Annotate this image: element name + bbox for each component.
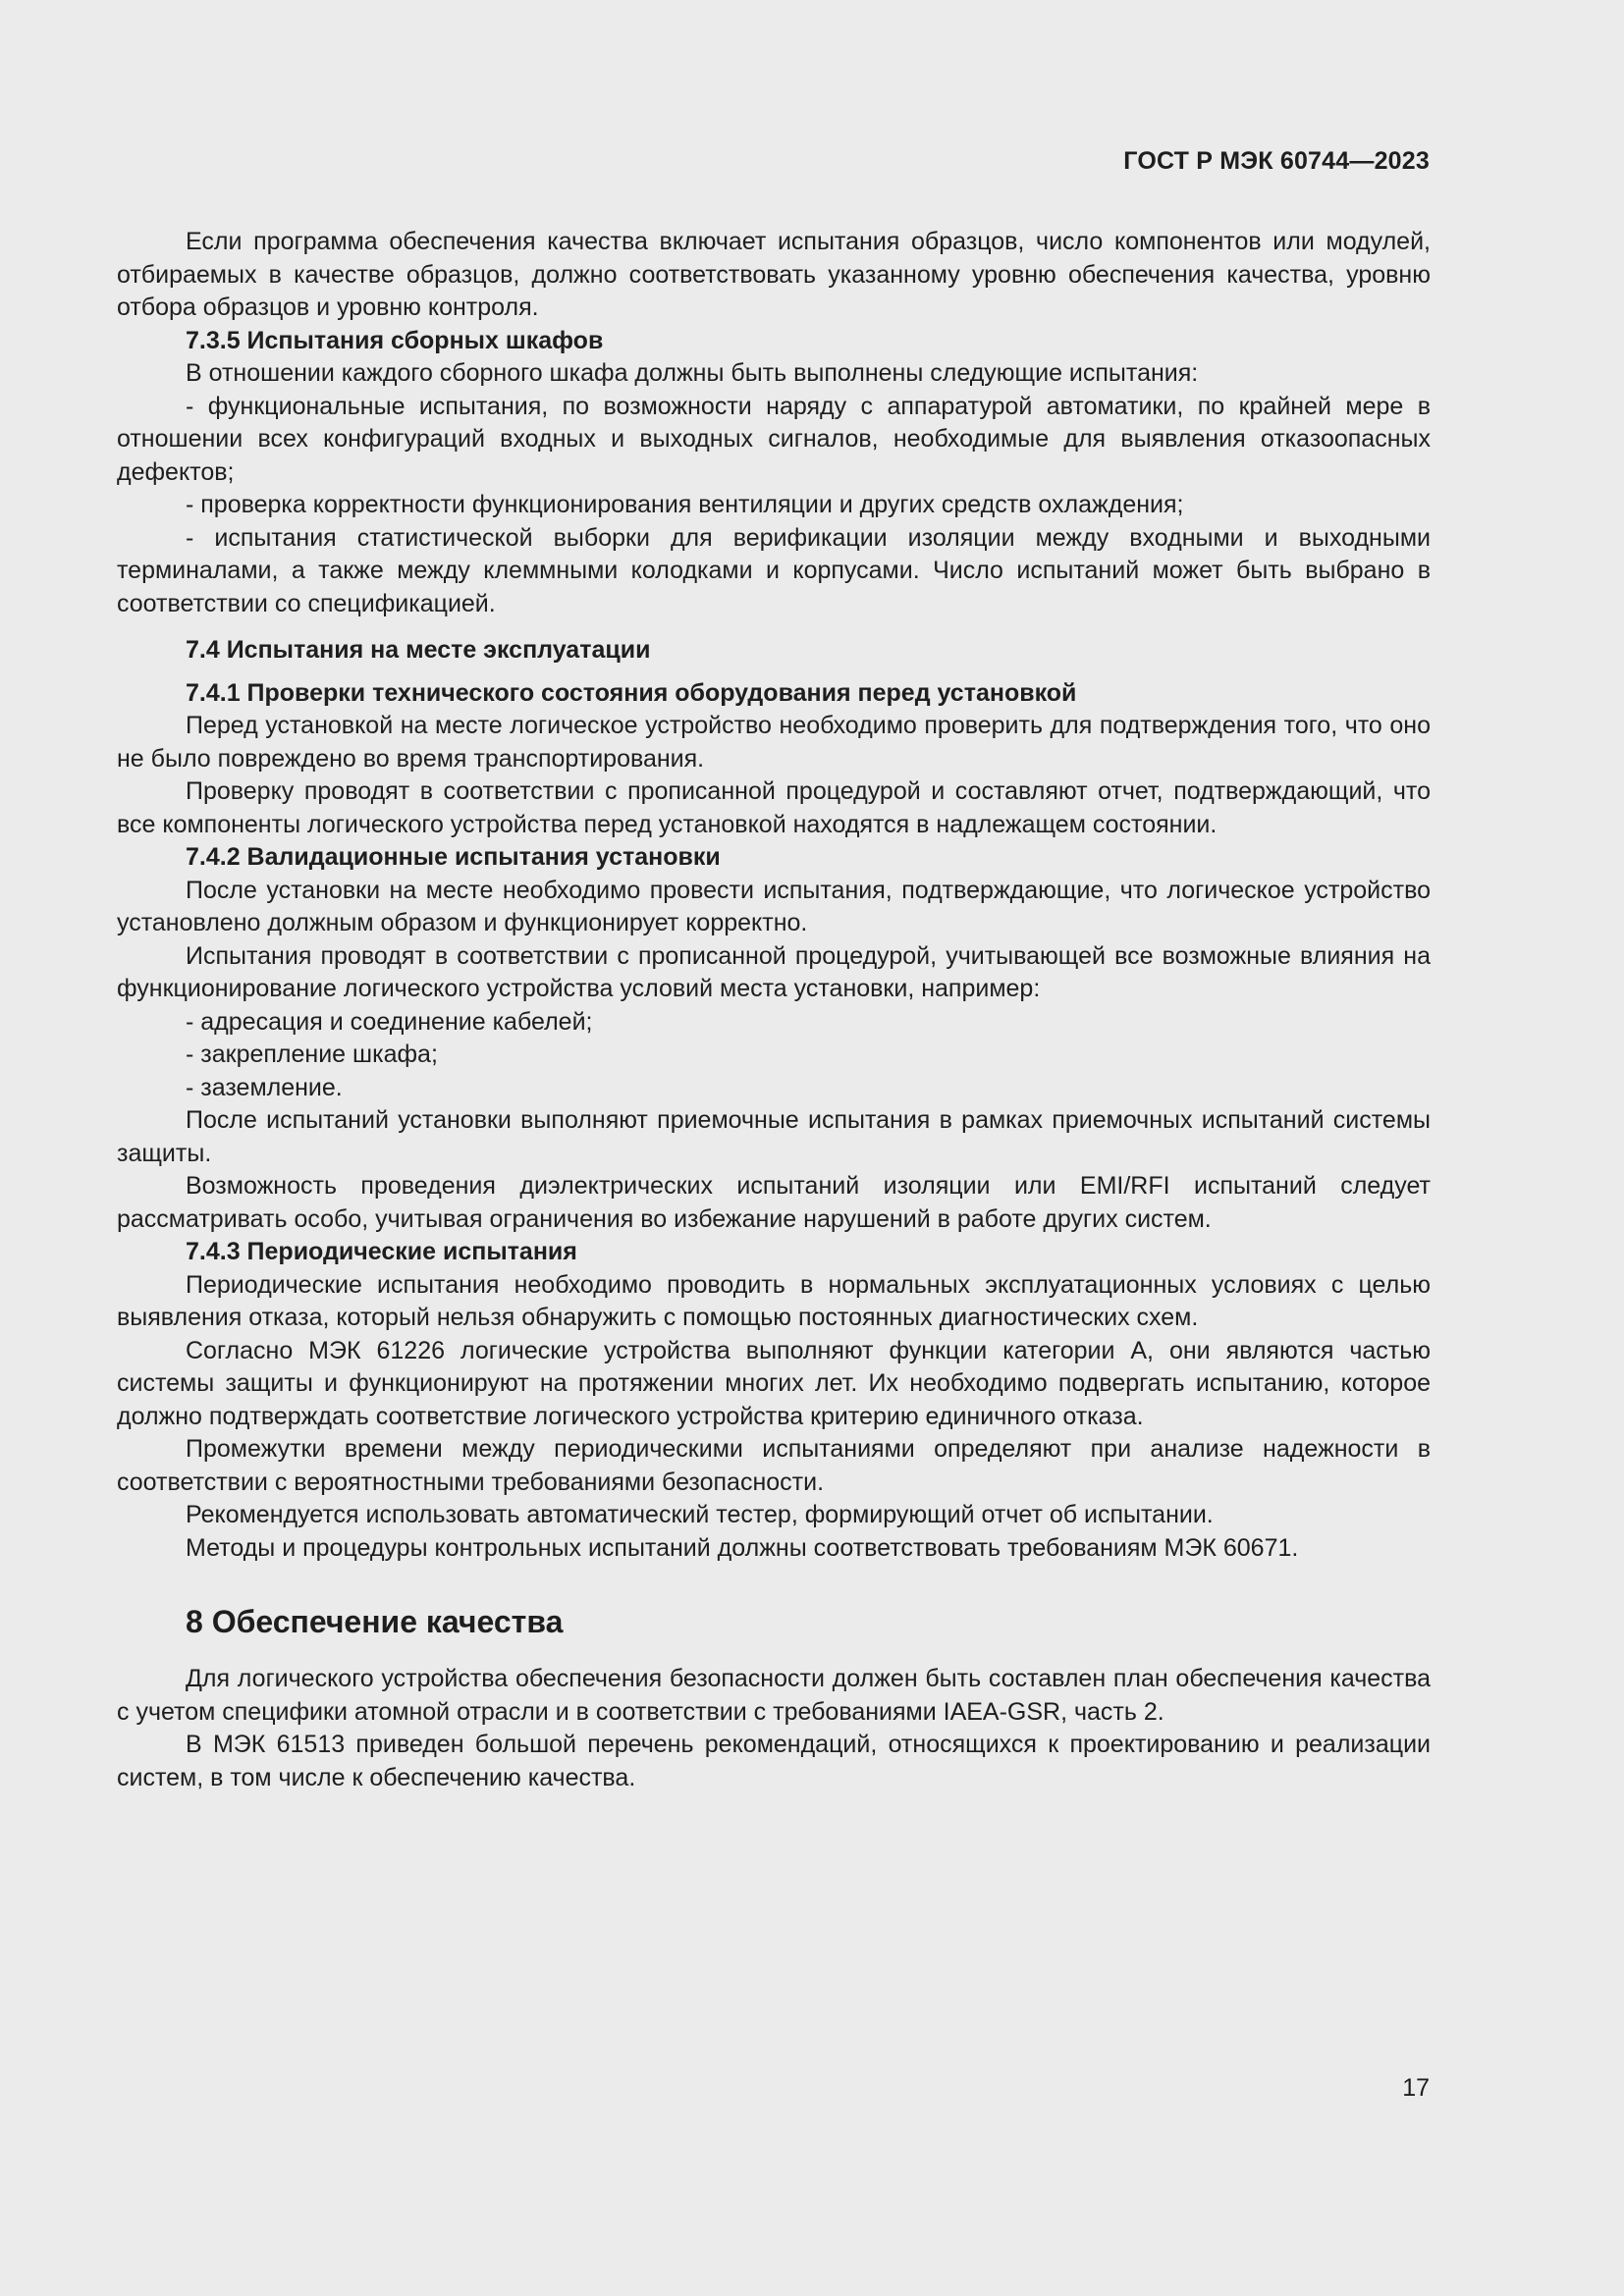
page-number: 17 — [1402, 2074, 1430, 2102]
paragraph: Для логического устройства обеспечения безопасности должен быть составлен план обеспечения качества с учетом специфики атомной отрасли и в соответствии с требованиями IAEA-GSR, часть 2. — [117, 1665, 1431, 1726]
paragraph: После установки на месте необходимо провести испытания, подтверждающие, что логическое устройство установлено должным образом и функционирует корректно. — [117, 876, 1431, 936]
document-code-header: ГОСТ Р МЭК 60744—2023 — [1123, 147, 1430, 175]
section-heading-7-4-3: 7.4.3 Периодические испытания — [186, 1238, 577, 1265]
paragraph: В отношении каждого сборного шкафа должны быть выполнены следующие испытания: — [186, 359, 1199, 387]
paragraph: В МЭК 61513 приведен большой перечень рекомендаций, относящихся к проектированию и реализации систем, в том числе к обеспечению качества. — [117, 1731, 1431, 1791]
list-item: - проверка корректности функционирования вентиляции и других средств охлаждения; — [186, 491, 1184, 518]
paragraph: Рекомендуется использовать автоматический тестер, формирующий отчет об испытании. — [186, 1501, 1214, 1528]
paragraph: Если программа обеспечения качества включает испытания образцов, число компонентов или модулей, отбираемых в качестве образцов, должно соответствовать указанному уровню обеспечения качества, уровню отбора образцов и уровню контроля. — [117, 228, 1431, 321]
paragraph: Возможность проведения диэлектрических испытаний изоляции или EMI/RFI испытаний следует рассматривать особо, учитывая ограничения во избежание нарушений в работе других систем. — [117, 1172, 1431, 1233]
paragraph: Перед установкой на месте логическое устройство необходимо проверить для подтверждения того, что оно не было повреждено во время транспортирования. — [117, 712, 1431, 773]
section-heading-7-3-5: 7.3.5 Испытания сборных шкафов — [186, 326, 604, 354]
list-item: - заземление. — [186, 1073, 343, 1101]
section-heading-7-4-1: 7.4.1 Проверки технического состояния оборудования перед установкой — [186, 678, 1077, 707]
paragraph: Методы и процедуры контрольных испытаний должны соответствовать требованиям МЭК 60671. — [186, 1533, 1299, 1562]
section-heading-7-4: 7.4 Испытания на месте эксплуатации — [186, 636, 651, 664]
paragraph: После испытаний установки выполняют приемочные испытания в рамках приемочных испытаний системы защиты. — [117, 1106, 1431, 1167]
paragraph: Согласно МЭК 61226 логические устройства выполняют функции категории А, они являются частью системы защиты и функционируют на протяжении многих лет. Их необходимо подвергать испытанию, которое должно подтверждать соответствие логического устройства критерию единичного отказа. — [117, 1336, 1431, 1430]
section-heading-7-4-2: 7.4.2 Валидационные испытания установки — [186, 843, 721, 871]
list-item: - закрепление шкафа; — [186, 1041, 438, 1068]
list-item: - испытания статистической выборки для верификации изоляции между входными и выходными терминалами, а также между клеммными колодками и корпусами. Число испытаний может быть выбрано в соответствии со спецификацией. — [117, 523, 1431, 617]
list-item: - адресация и соединение кабелей; — [186, 1007, 593, 1036]
paragraph: Промежутки времени между периодическими испытаниями определяют при анализе надежности в соответствии с вероятностными требованиями безопасности. — [117, 1435, 1431, 1496]
paragraph: Испытания проводят в соответствии с прописанной процедурой, учитывающей все возможные влияния на функционирование логического устройства условий места установки, например: — [117, 941, 1431, 1002]
chapter-heading-8: 8 Обеспечение качества — [186, 1604, 564, 1639]
document-body — [117, 226, 1431, 1794]
paragraph: Проверку проводят в соответствии с прописанной процедурой и составляют отчет, подтверждающий, что все компоненты логического устройства перед установкой находятся в надлежащем состоянии. — [117, 777, 1431, 838]
paragraph: Периодические испытания необходимо проводить в нормальных эксплуатационных условиях с целью выявления отказа, который нельзя обнаружить с помощью постоянных диагностических схем. — [117, 1270, 1431, 1331]
list-item: - функциональные испытания, по возможности наряду с аппаратурой автоматики, по крайней мере в отношении всех конфигураций входных и выходных сигналов, необходимые для выявления отказоопасных дефектов; — [117, 392, 1431, 486]
